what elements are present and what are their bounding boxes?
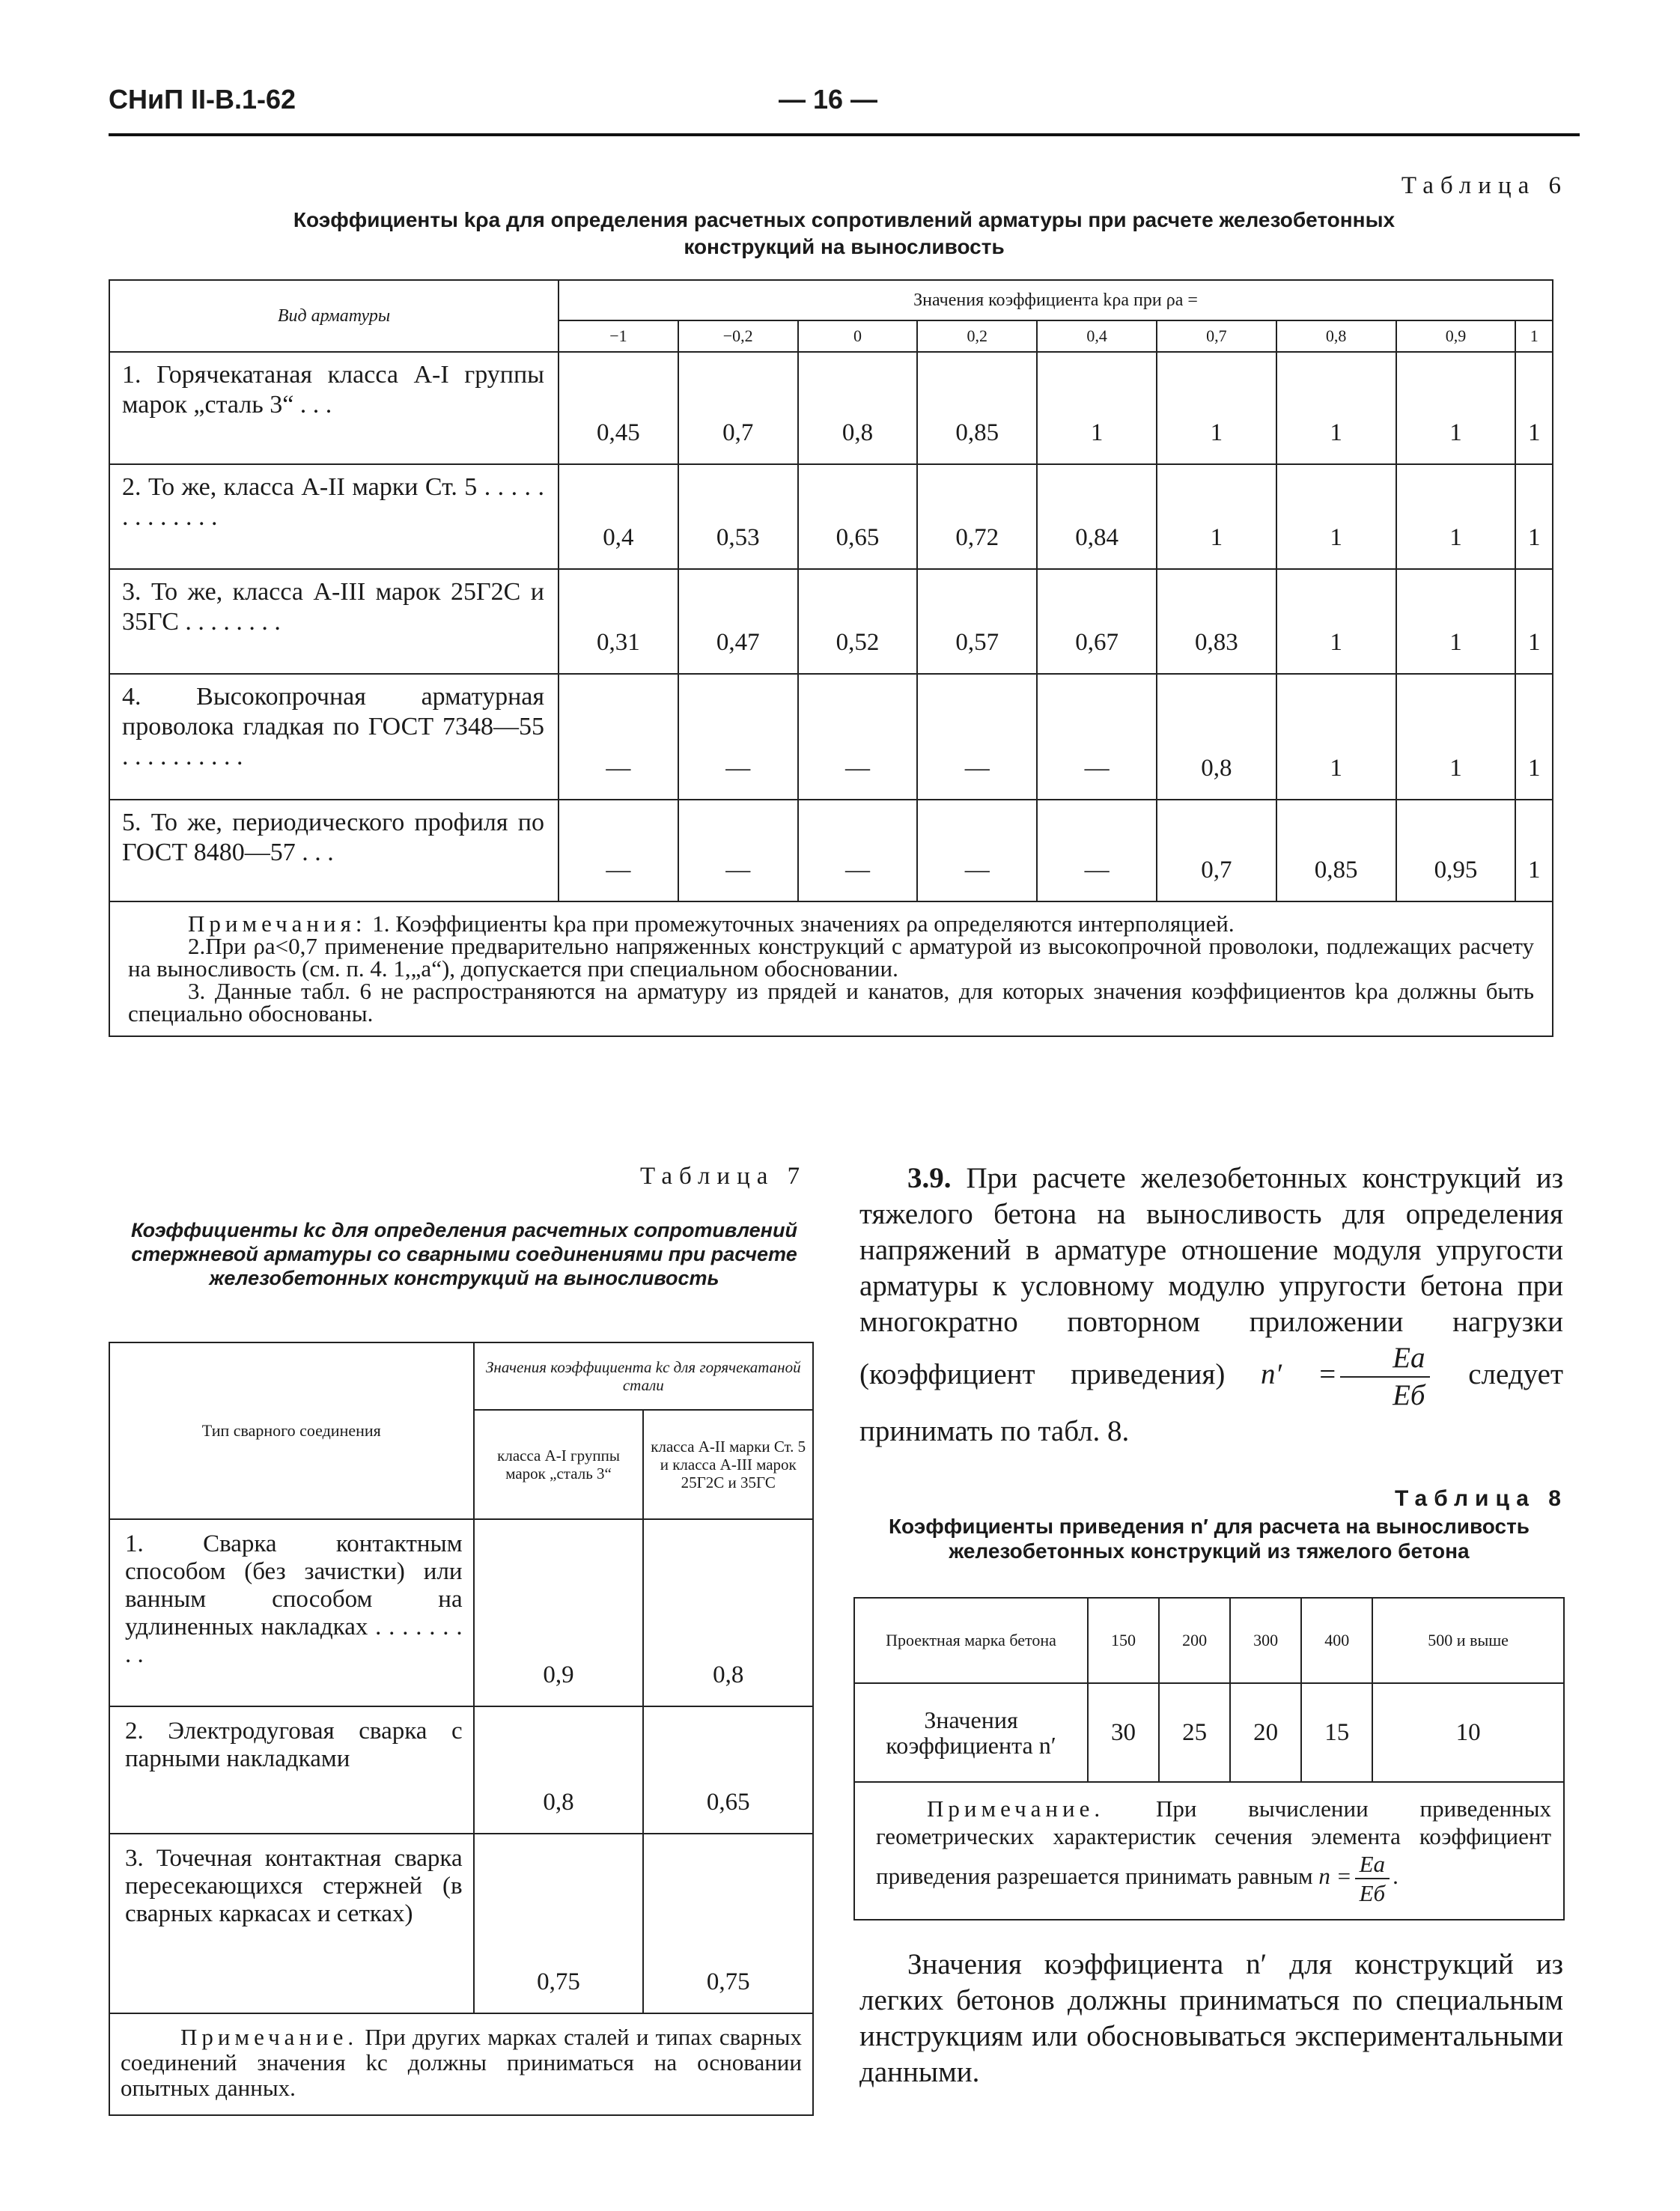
table6-rho-value: 0,7 — [1157, 320, 1276, 352]
table6-cell: 1 — [1157, 352, 1276, 464]
table6-cell: 1 — [1515, 464, 1553, 569]
table6-cell: 1 — [1157, 464, 1276, 569]
header-rule — [109, 133, 1580, 136]
table7-row — [109, 1834, 813, 2013]
table6-cell: 0,31 — [559, 569, 678, 674]
table7-caption: Коэффициенты kс для определения расчетных сопротивлений стержневой арматуры со сварными соединениями при расчете железобетонных конструкций на выносливость — [131, 1219, 797, 1289]
table6-row — [109, 800, 1553, 901]
table6-rho-value: −1 — [559, 320, 678, 352]
table7-cell: 0,75 — [474, 1834, 644, 2013]
table6-rho-value: −0,2 — [678, 320, 798, 352]
table8-caption: Коэффициенты приведения n′ для расчета на выносливость железобетонных конструкций из тяжелого бетона — [888, 1515, 1530, 1563]
table6-cell: 1 — [1396, 464, 1516, 569]
table6-cell: 1 — [1515, 352, 1553, 464]
table6-cell: — — [559, 674, 678, 800]
table6-rho-value: 1 — [1515, 320, 1553, 352]
table6-rho-value: 0,8 — [1276, 320, 1396, 352]
table7 — [109, 1342, 814, 2116]
table6-cell: 0,45 — [559, 352, 678, 464]
table6-cell: — — [1037, 800, 1157, 901]
table6-row — [109, 674, 1553, 800]
section-3-9: 3.9. При расчете железобетонных конструкций из тяжелого бетона на выносливость для определения напряжений в арматуре отношение модуля упругости арматуры к условному модулю упругости бетона при многократно повторном приложении нагрузки (коэффициент приведения) n′ = $\frac{Eа}{Eб}$ следует принимать по табл. 8. — [859, 1162, 1563, 1447]
table6-row — [109, 569, 1553, 674]
table6-cell: 0,65 — [798, 464, 918, 569]
table6-cell: 1 — [1515, 569, 1553, 674]
table7-cell: 0,8 — [474, 1706, 644, 1834]
table6-row — [109, 464, 1553, 569]
table6-rho-value: 0,2 — [917, 320, 1037, 352]
table7-label: Таблица 7 — [640, 1163, 807, 1190]
table7-cell: 0,75 — [643, 1834, 813, 2013]
table7-cell: 0,8 — [643, 1519, 813, 1706]
table6-cell: 0,67 — [1037, 569, 1157, 674]
table6-cell: 0,4 — [559, 464, 678, 569]
table7-row — [109, 1706, 813, 1834]
table7-col-head: Тип сварного соединения — [109, 1342, 474, 1519]
table6-cell: 0,53 — [678, 464, 798, 569]
table6-notes: Примечания: 1. Коэффициенты kρа при промежуточных значениях ρа определяются интерполяцией. 2.При ρа<0,7 применение предварительно напряженных конструкций с арматурой из высокопрочной проволоки, подлежащих расчету на выносливость (см. п. 4. 1,„а“), допускается при специальном обосновании. 3. Данные табл. 6 не распространяются на арматуру из прядей и канатов, для которых значения коэффициентов kρа должны быть специально обоснованы. — [109, 901, 1553, 1036]
table7-row — [109, 1519, 813, 1706]
table7-row-label: 3. Точечная контактная сварка пересекающихся стержней (в сварных каркасах и сетках) — [109, 1834, 474, 2013]
table6-cell: 1 — [1396, 569, 1516, 674]
table6-cell: 1 — [1515, 674, 1553, 800]
table6-caption: Коэффициенты kρа для определения расчетных сопротивлений арматуры при расчете железобетонных конструкций на выносливость — [293, 208, 1396, 258]
table8-value: 20 — [1230, 1683, 1301, 1782]
table6-cell: — — [798, 800, 918, 901]
table8-grade: 400 — [1301, 1598, 1372, 1683]
table6-cell: — — [678, 674, 798, 800]
closing-paragraph: Значения коэффициента n′ для конструкций из легких бетонов должны приниматься по специальным инструкциям или обосновываться экспериментальными данными. — [859, 1948, 1563, 2088]
table6-row-label: 1. Горячекатаная класса А-I группы марок „сталь 3“ . . . — [109, 352, 559, 464]
table6-cell: 1 — [1515, 800, 1553, 901]
table6-cell: — — [678, 800, 798, 901]
table6-row-label: 5. То же, периодического профиля по ГОСТ 8480—57 . . . — [109, 800, 559, 901]
table6-cell: 0,85 — [917, 352, 1037, 464]
table7-subhead-2: класса А-II марки Ст. 5 и класса А-III марок 25Г2С и 35ГС — [643, 1410, 813, 1519]
table8-grade: 300 — [1230, 1598, 1301, 1683]
table6-cell: 0,72 — [917, 464, 1037, 569]
table8-note: Примечание. При вычислении приведенных геометрических характеристик сечения элемента коэффициент приведения разрешается принимать равным n = $\frac{Eа}{Eб}$ . — [854, 1782, 1564, 1920]
table6-cell: — — [917, 674, 1037, 800]
table6-cell: 0,83 — [1157, 569, 1276, 674]
table6-row-label: 4. Высокопрочная арматурная проволока гладкая по ГОСТ 7348—55 . . . . . . . . . . — [109, 674, 559, 800]
table7-subhead-1: класса А-I группы марок „сталь 3“ — [474, 1410, 644, 1519]
table8-grade: 150 — [1088, 1598, 1159, 1683]
table6-row-label: 3. То же, класса А-III марок 25Г2С и 35ГС . . . . . . . . — [109, 569, 559, 674]
table6 — [109, 279, 1553, 1037]
table6-cell: 0,85 — [1276, 800, 1396, 901]
table6-cell: 0,7 — [678, 352, 798, 464]
table8-value: 15 — [1301, 1683, 1372, 1782]
table6-label: Таблица 6 — [1401, 172, 1568, 199]
table6-col-head: Вид арматуры — [109, 280, 559, 352]
table6-cell: — — [798, 674, 918, 800]
table6-cell: 0,8 — [1157, 674, 1276, 800]
document-code: СНиП II-В.1-62 — [109, 84, 296, 115]
table6-cell: 0,47 — [678, 569, 798, 674]
table6-cell: 0,7 — [1157, 800, 1276, 901]
table7-row-label: 1. Сварка контактным способом (без зачистки) или ванным способом на удлиненных накладках . . . . . . . . . — [109, 1519, 474, 1706]
table6-cell: 1 — [1276, 674, 1396, 800]
table6-cell: 0,95 — [1396, 800, 1516, 901]
table7-cell: 0,65 — [643, 1706, 813, 1834]
table8-value-head: Значения коэффициента n′ — [854, 1683, 1088, 1782]
table6-cell: 1 — [1276, 352, 1396, 464]
table6-cell: — — [1037, 674, 1157, 800]
table7-note: Примечание. При других марках сталей и типах сварных соединений значения kс должны приниматься на основании опытных данных. — [109, 2013, 813, 2115]
table6-cell: — — [559, 800, 678, 901]
table8-label: Таблица 8 — [1394, 1486, 1568, 1511]
table6-rho-value: 0,4 — [1037, 320, 1157, 352]
table8-value: 10 — [1372, 1683, 1564, 1782]
table8-value: 30 — [1088, 1683, 1159, 1782]
table8-value: 25 — [1159, 1683, 1230, 1782]
table6-cell: 0,84 — [1037, 464, 1157, 569]
table7-row-label: 2. Электродуговая сварка с парными накладками — [109, 1706, 474, 1834]
table8-grade-head: Проектная марка бетона — [854, 1598, 1088, 1683]
table6-cell: 1 — [1396, 674, 1516, 800]
table6-cell: 0,57 — [917, 569, 1037, 674]
table6-cell: 0,8 — [798, 352, 918, 464]
table6-cell: 1 — [1396, 352, 1516, 464]
table8-grade: 200 — [1159, 1598, 1230, 1683]
table6-rho-value: 0 — [798, 320, 918, 352]
table6-cell: 0,52 — [798, 569, 918, 674]
table6-row-label: 2. То же, класса А-II марки Ст. 5 . . . . . . . . . . . . . — [109, 464, 559, 569]
table7-group-head: Значения коэффициента kс для горячекатаной стали — [474, 1342, 813, 1410]
table6-cell: 1 — [1037, 352, 1157, 464]
table6-cell: — — [917, 800, 1037, 901]
page-number: — 16 — — [779, 84, 878, 115]
table6-cell: 1 — [1276, 464, 1396, 569]
table7-cell: 0,9 — [474, 1519, 644, 1706]
table6-rho-value: 0,9 — [1396, 320, 1516, 352]
table6-cell: 1 — [1276, 569, 1396, 674]
table6-group-head: Значения коэффициента kρа при ρа = — [559, 280, 1553, 320]
table6-row — [109, 352, 1553, 464]
table8-grade: 500 и выше — [1372, 1598, 1564, 1683]
table8 — [853, 1597, 1565, 1920]
